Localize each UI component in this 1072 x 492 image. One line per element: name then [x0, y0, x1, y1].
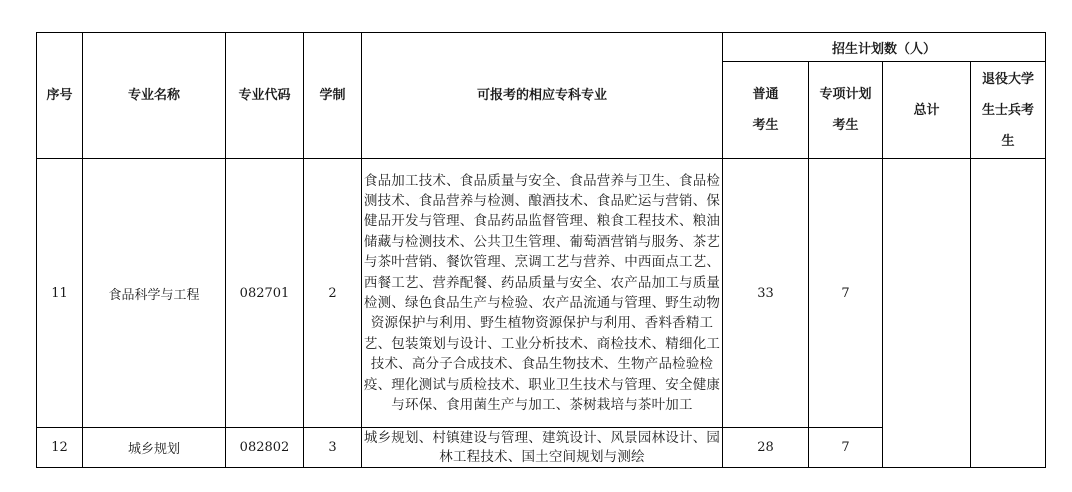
cell-major-code: 082701: [226, 159, 304, 428]
cell-total-merged: [883, 159, 971, 468]
header-regular: [723, 62, 809, 159]
cell-major-code: 082802: [226, 428, 304, 468]
cell-major-name: 食品科学与工程: [83, 159, 226, 428]
header-special-line1: 专项计划: [819, 87, 872, 102]
header-seq: 序号: [37, 33, 83, 159]
cell-regular: 28: [723, 428, 809, 468]
header-major-code: 专业代码: [226, 33, 304, 159]
admission-plan-table: [36, 32, 1046, 468]
cell-duration: 3: [304, 428, 362, 468]
header-regular-line1: 普通: [752, 87, 779, 102]
cell-special: 7: [809, 159, 883, 428]
header-plan-title: 招生计划数（人）: [723, 33, 1046, 62]
cell-seq: 12: [37, 428, 83, 468]
header-major-name: 专业名称: [83, 33, 226, 159]
cell-major-name: 城乡规划: [83, 428, 226, 468]
cell-eligible-majors: 食品加工技术、食品质量与安全、食品营养与卫生、食品检测技术、食品营养与检测、酿酒技术、食品贮运与营销、保健品开发与管理、食品药品监督管理、粮食工程技术、粮油储藏与检测技术、公共卫生管理、葡萄酒营销与服务、茶艺与茶叶营销、餐饮管理、烹调工艺与营养、中西面点工艺、西餐工艺、营养配餐、药品质量与安全、农产品加工与质量检测、绿色食品生产与检验、农产品流通与管理、野生动物资源保护与利用、野生植物资源保护与利用、香料香精工艺、包装策划与设计、工业分析技术、商检技术、精细化工技术、高分子合成技术、食品生物技术、生物产品检验检疫、理化测试与质检技术、职业卫生技术与管理、安全健康与环保、食用菌生产与加工、茶树栽培与茶叶加工: [362, 159, 723, 428]
header-eligible-majors: 可报考的相应专科专业: [362, 33, 723, 159]
cell-seq: 11: [37, 159, 83, 428]
header-veteran-line3: 生: [1001, 133, 1015, 149]
header-veteran-line1: 退役大学: [982, 71, 1035, 87]
header-duration: 学制: [304, 33, 362, 159]
header-row-top: [37, 33, 1046, 62]
header-special-line2: 考生: [832, 118, 859, 133]
cell-regular: 33: [723, 159, 809, 428]
cell-special: 7: [809, 428, 883, 468]
header-total: 总计: [883, 62, 971, 159]
header-veteran: [971, 62, 1046, 159]
header-special: [809, 62, 883, 159]
header-veteran-line2: 生士兵考: [982, 102, 1035, 118]
table-row: [37, 159, 1046, 428]
header-regular-line2: 考生: [752, 118, 779, 133]
cell-duration: 2: [304, 159, 362, 428]
cell-veteran-merged: [971, 159, 1046, 468]
cell-eligible-majors: 城乡规划、村镇建设与管理、建筑设计、风景园林设计、园林工程技术、国土空间规划与测绘: [362, 428, 723, 468]
